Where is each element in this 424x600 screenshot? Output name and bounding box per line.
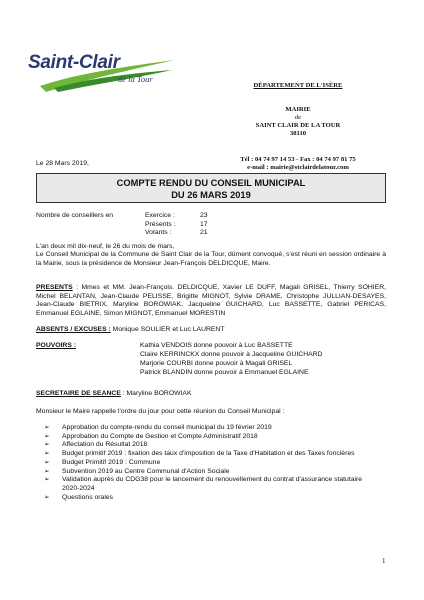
agenda-item: ➢ Budget Primitif 2019 : Commune <box>44 458 161 466</box>
secretaire-line <box>36 390 191 399</box>
pouvoirs-label: POUVOIRS : <box>36 342 77 349</box>
intro-paragraph: Le Conseil Municipal de la Commune de Saint Clair de la Tour, dûment convoqué, s'est réuni en session ordinaire à la Mairie, sous la présidence de Monsieur Jean-François DELDICQUE, Maire. <box>36 251 386 267</box>
arrow-bullet-icon: ➢ <box>44 432 50 440</box>
agenda-item: ➢ Questions orales <box>44 493 114 501</box>
arrow-bullet-icon: ➢ <box>44 441 50 449</box>
arrow-bullet-icon: ➢ <box>44 424 50 431</box>
mairie-de: de <box>294 114 302 121</box>
intro-line-1: L'an deux mil dix-neuf, le 26 du mois de mars, <box>36 243 175 250</box>
counts-label: Nombre de conseillers en <box>36 212 114 219</box>
agenda-item: ➢ Subvention 2019 au Centre Communal d'Action Sociale <box>44 467 230 475</box>
presents-label: PRESENTS <box>36 284 73 291</box>
agenda-intro: Monsieur le Maire rappelle l'ordre du jour pour cette réunion du Conseil Municipal : <box>36 408 285 415</box>
postcode: 38110 <box>289 130 307 137</box>
phone-fax: Tél : 04 74 97 14 53 - Fax : 04 74 97 81 75 <box>240 156 356 163</box>
absents-names: Monique SOULIER et Luc LAURENT <box>110 326 225 333</box>
title-line-1: COMPTE RENDU DU CONSEIL MUNICIPAL <box>116 178 306 188</box>
agenda-item: ➢ Affectation du Résultat 2018 <box>44 441 148 449</box>
arrow-bullet-icon: ➢ <box>44 476 50 484</box>
title-box <box>36 173 386 203</box>
page-number: 1 <box>382 557 386 565</box>
absents-line <box>36 326 225 335</box>
count-value-presents: 17 <box>200 220 208 228</box>
absents-label: ABSENTS / EXCUSES : <box>36 326 111 333</box>
count-value-votants: 21 <box>200 229 208 236</box>
pouvoir-item: Claire KERRINCKX donne pouvoir à Jacqueline GUICHARD <box>140 351 323 358</box>
logo-name: Saint-Clair <box>28 52 120 73</box>
arrow-bullet-icon: ➢ <box>44 450 50 458</box>
presents-list: : Mmes et MM. Jean-François. DELDICQUE, Xavier LE DUFF, Magali GRISEL, Thierry SOHIER, Michel BELANTAN, Jean-Claude PELISSE, Brigitte MIGNOT, Sylvie DRAME, Christophe JULLIAN-DESAYES, Jean-Claude BIETRIX, Maryline BOROWIAK, Jacqueline GUICHARD, Luc BASSETTE, Gabriel PERICAS, Emmanuel EGLAINE, Simon MIGNOT, Emmanuel MORESTIN <box>36 284 386 317</box>
count-label-votants: Votants : <box>145 229 172 236</box>
department-heading: DÉPARTEMENT DE L'ISÈRE <box>253 82 343 89</box>
count-label-exercice: Exercice : <box>145 212 175 219</box>
count-label-presents: Présents : <box>145 220 176 228</box>
agenda-list <box>44 424 374 502</box>
mairie-heading: MAIRIE <box>285 106 311 113</box>
agenda-item: ➢ Approbation du Compte de Gestion et Compte Administratif 2018 <box>44 432 258 440</box>
email-address: e-mail : mairie@stclairdelatour.com <box>247 164 349 171</box>
presents-paragraph <box>36 284 386 318</box>
commune-name: SAINT CLAIR DE LA TOUR <box>255 122 341 129</box>
logo-subtitle: de la Tour <box>118 74 153 84</box>
count-value-exercice: 23 <box>200 212 208 219</box>
secretaire-label: SECRETAIRE DE SEANCE <box>36 390 121 397</box>
agenda-item: ➢ Budget primitif 2019 : fixation des taux d'imposition de la Taxe d'Habitation et des Taxes foncières <box>44 450 355 458</box>
pouvoir-item: Patrick BLANDIN donne pouvoir à Emmanuel EGLAINE <box>140 369 309 376</box>
title-line-2: DU 26 MARS 2019 <box>171 190 251 200</box>
document-date: Le 28 Mars 2019, <box>36 160 89 167</box>
agenda-item: ➢ Validation auprès du CDG38 pour le lancement du renouvellement du contrat d'assurance statutaire 2020-2024 <box>44 476 363 492</box>
pouvoir-item: Marjorie COURBI donne pouvoir à Magali GRISEL <box>140 360 293 367</box>
arrow-bullet-icon: ➢ <box>44 467 50 475</box>
secretaire-name: : Maryline BOROWIAK <box>120 390 192 397</box>
pouvoir-item: Kathia VENDOIS donne pouvoir à Luc BASSETTE <box>140 342 293 349</box>
arrow-bullet-icon: ➢ <box>44 458 50 466</box>
arrow-bullet-icon: ➢ <box>44 493 50 501</box>
agenda-item: ➢ Approbation du compte-rendu du conseil municipal du 19 février 2019 <box>44 424 272 431</box>
